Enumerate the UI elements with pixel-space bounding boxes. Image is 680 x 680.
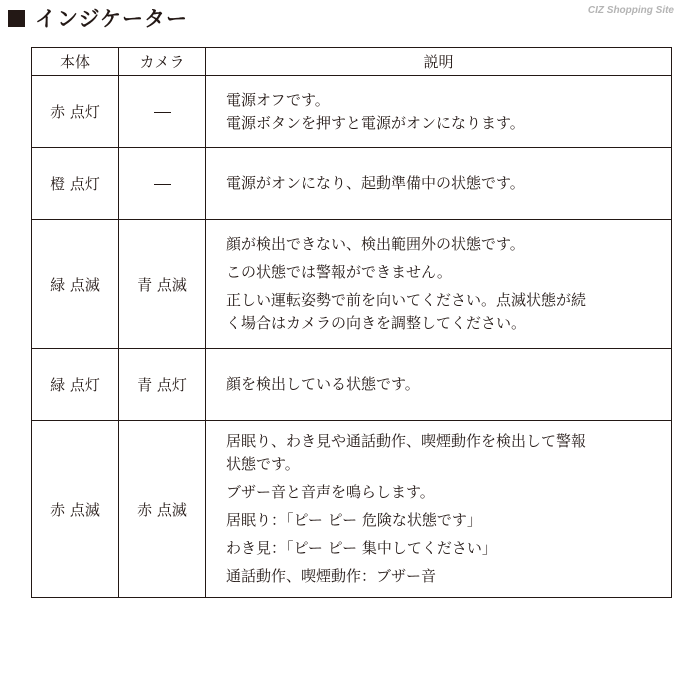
description-line: 顔を検出している状態です。 [226, 375, 420, 393]
camera-state-cell: 赤 点滅 [119, 421, 206, 598]
description-line: この状態では警報ができません。 [226, 263, 452, 281]
body-state-cell: 赤 点滅 [32, 421, 119, 598]
body-state-cell: 橙 点灯 [32, 148, 119, 220]
description-cell [206, 76, 672, 148]
column-header-camera: カメラ [119, 48, 206, 76]
body-state-cell: 赤 点灯 [32, 76, 119, 148]
no-indicator-dash [154, 112, 171, 113]
description-line: 居眠り、わき見や通話動作、喫煙動作を検出して警報 [226, 432, 587, 450]
description-cell [206, 220, 672, 349]
description-line: 電源ボタンを押すと電源がオンになります。 [226, 113, 525, 132]
description-line: く場合はカメラの向きを調整してください。 [226, 314, 527, 332]
description-line: 電源オフです。 [226, 90, 330, 109]
camera-state-cell [119, 148, 206, 220]
body-state-cell: 緑 点灯 [32, 349, 119, 421]
description-line: 顔が検出できない、検出範囲外の状態です。 [226, 235, 525, 253]
table-header-row [32, 48, 672, 76]
description-line: 正しい運転姿勢で前を向いてください。点滅状態が続 [226, 291, 587, 309]
description-line: 居眠り：「ピー ピー 危険な状態です」 [226, 511, 482, 529]
description-cell [206, 349, 672, 421]
camera-state-cell [119, 76, 206, 148]
column-header-description: 説明 [206, 48, 672, 76]
square-bullet-icon [8, 10, 25, 27]
table-row [32, 76, 672, 148]
table-row [32, 349, 672, 421]
description-line: 電源がオンになり、起動準備中の状態です。 [226, 174, 525, 192]
watermark-logo: CIZ Shopping Site [587, 5, 674, 16]
description-cell [206, 148, 672, 220]
table-row [32, 148, 672, 220]
camera-state-cell: 青 点滅 [119, 220, 206, 349]
indicator-table [31, 47, 672, 598]
table-row [32, 220, 672, 349]
section-header [8, 4, 188, 32]
body-state-cell: 緑 点滅 [32, 220, 119, 349]
camera-state-cell: 青 点灯 [119, 349, 206, 421]
description-line: ブザー音と音声を鳴らします。 [226, 483, 435, 501]
no-indicator-dash [154, 184, 171, 185]
description-line: 状態です。 [226, 455, 300, 473]
table-row [32, 421, 672, 598]
description-line: 通話動作、喫煙動作：ブザー音 [226, 567, 437, 585]
section-title: インジケーター [35, 7, 189, 31]
description-cell [206, 421, 672, 598]
column-header-body: 本体 [32, 48, 119, 76]
description-line: わき見：「ピー ピー 集中してください」 [226, 539, 497, 557]
